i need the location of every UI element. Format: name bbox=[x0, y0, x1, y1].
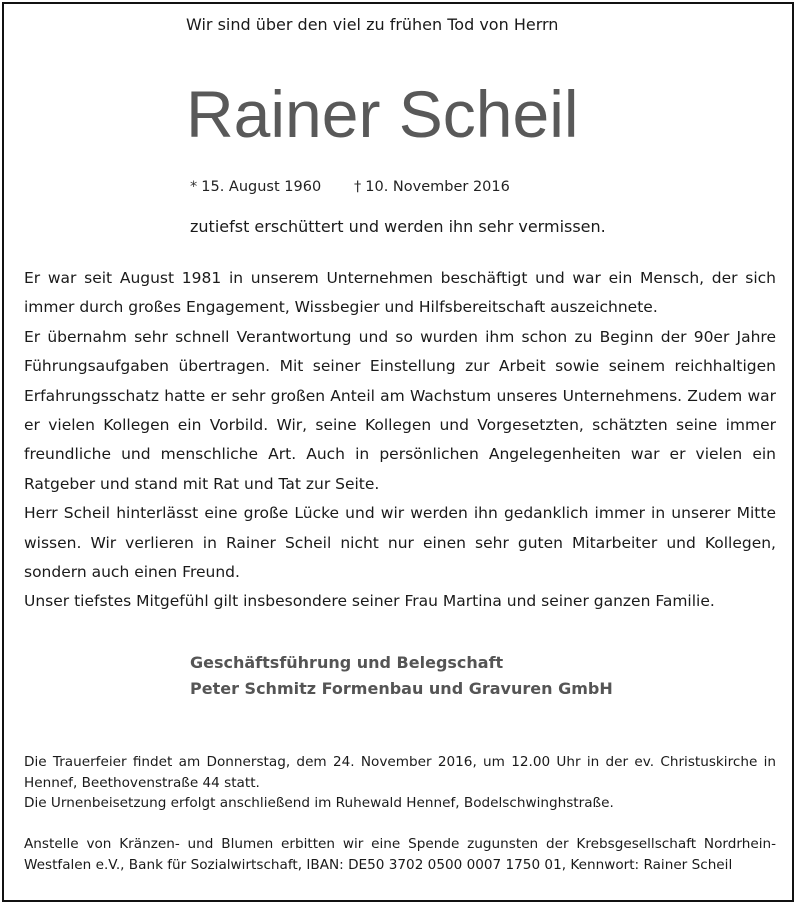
signature-line-staff: Geschäftsführung und Belegschaft bbox=[190, 653, 504, 672]
intro-line: Wir sind über den viel zu frühen Tod von Herrn bbox=[186, 15, 559, 34]
urn-burial-info: Die Urnenbeisetzung erfolgt anschließend im Ruhewald Hennef, Bodelschwinghstraße. bbox=[24, 795, 614, 811]
donation-info: Anstelle von Kränzen- und Blumen erbitten wir eine Spende zugunsten der Krebsgesellschaft Nordrhein-Westfalen e.V., Bank für Sozialwirtschaft, IBAN: DE50 3702 0500 0007 1750 01, Kennwort: Rainer Scheil bbox=[24, 836, 776, 873]
death-date-text: 10. November 2016 bbox=[365, 179, 510, 195]
death-date bbox=[354, 177, 510, 197]
closing-line: zutiefst erschüttert und werden ihn sehr vermissen. bbox=[190, 217, 606, 236]
funeral-info: Die Trauerfeier findet am Donnerstag, dem 24. November 2016, um 12.00 Uhr in der ev. Christuskirche in Hennef, Beethovenstraße 44 statt. bbox=[24, 754, 776, 791]
body-paragraph: Er war seit August 1981 in unserem Unternehmen beschäftigt und war ein Mensch, der sich immer durch großes Engagement, Wissbegier und Hilfsbereitschaft auszeichnete. bbox=[24, 269, 776, 317]
ceremony-info bbox=[24, 752, 776, 814]
birth-date-text: 15. August 1960 bbox=[201, 179, 322, 195]
birth-date bbox=[190, 177, 321, 197]
signature-line-company: Peter Schmitz Formenbau und Gravuren GmbH bbox=[190, 679, 613, 698]
death-cross-icon: † bbox=[354, 179, 362, 195]
body-paragraph: Herr Scheil hinterlässt eine große Lücke und wir werden ihn gedanklich immer in unserer Mitte wissen. Wir verlieren in Rainer Scheil nicht nur einen sehr guten Mitarbeiter und Kollegen, sondern auch einen Freund. bbox=[24, 504, 776, 582]
deceased-name: Rainer Scheil bbox=[186, 77, 579, 151]
signature-block bbox=[190, 650, 613, 702]
body-paragraph: Er übernahm sehr schnell Verantwortung und so wurden ihm schon zu Beginn der 90er Jahre Führungsaufgaben übertragen. Mit seiner Einstellung zur Arbeit sowie seinem reichhaltigen Erfahrungsschatz hatte er sehr großen Anteil am Wachstum unseres Unternehmens. Zudem war er vielen Kollegen ein Vorbild. Wir, seine Kollegen und Vorgesetzten, schätzten seine immer freundliche und menschliche Art. Auch in persönlichen Angelegenheiten war er vielen ein Ratgeber und stand mit Rat und Tat zur Seite. bbox=[24, 327, 776, 493]
birth-star-icon: * bbox=[190, 179, 198, 195]
body-paragraph: Unser tiefstes Mitgefühl gilt insbesondere seiner Frau Martina und seiner ganzen Familie. bbox=[24, 592, 715, 611]
obituary-body bbox=[24, 264, 776, 617]
